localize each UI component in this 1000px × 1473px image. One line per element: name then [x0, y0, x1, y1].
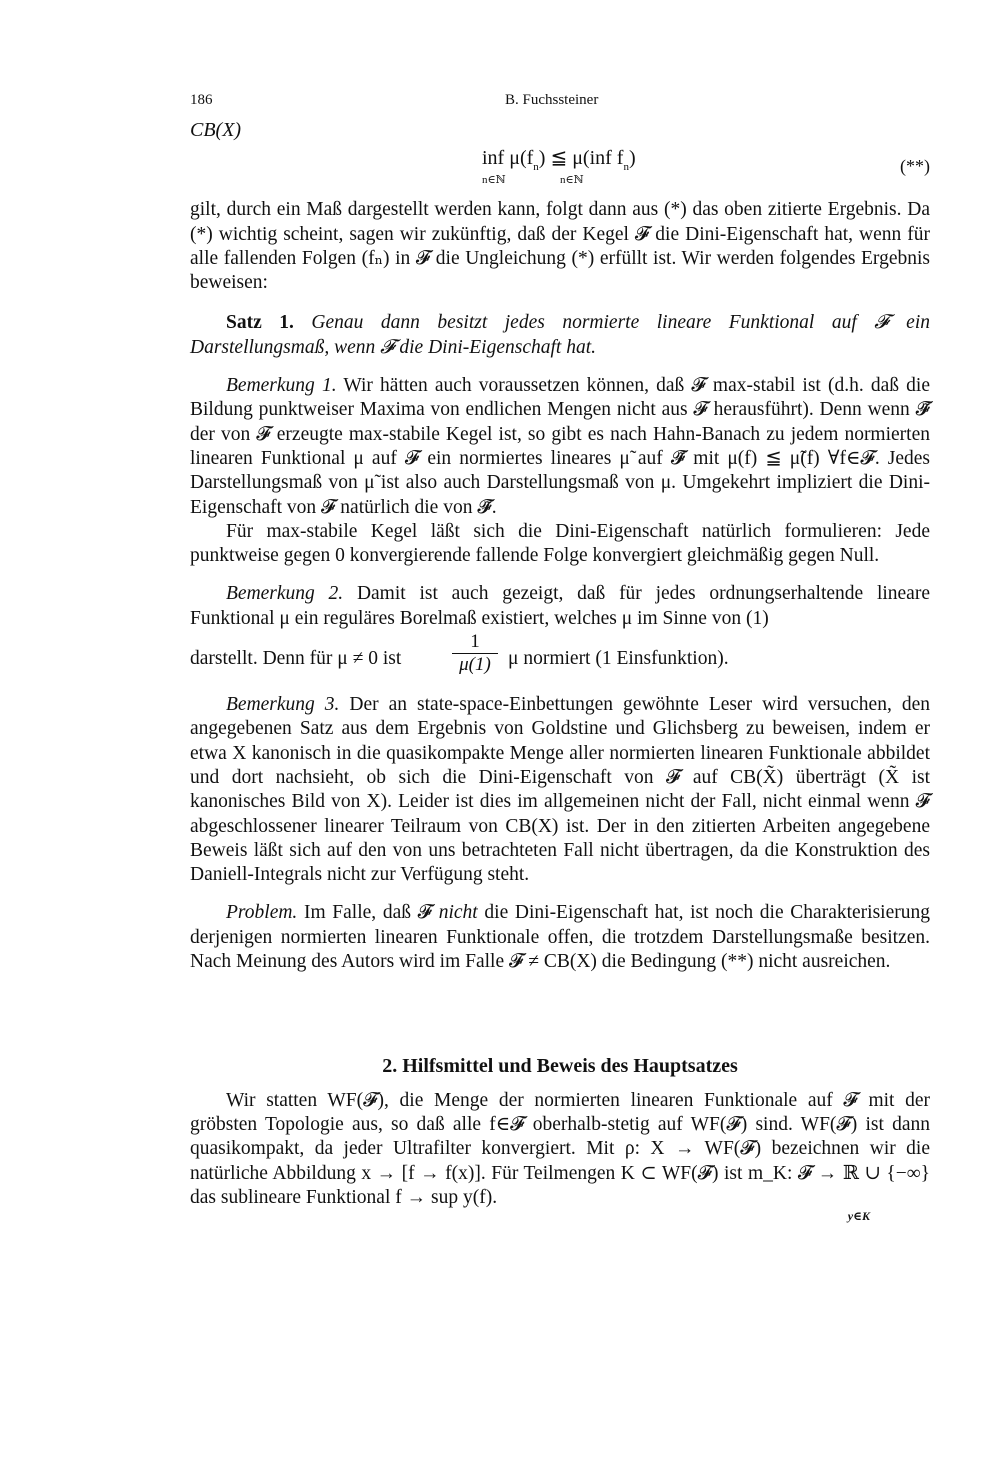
page-header: [190, 80, 930, 110]
intro-label: CB(X): [190, 119, 242, 141]
theorem-lead: Satz 1.: [226, 312, 294, 334]
remark-1: [190, 374, 930, 520]
remark-3-text: Der an state-space-Einbettungen gewöhnte Leser wird versuchen, den angegebenen Satz aus dem Ergebnis von Goldstine und Glichsberg zu beweisen, indem er etwa X kanonisch in die quasikompakte Menge aller normierten linearen Funktionale abbildet und dort nachsieht, ob sich die Dini-Eigenschaft von 𝓕 auf CB(X̃) überträgt (X̃ ist kanonisches Bild von X). Leider ist dies im allgemeinen nicht der Fall, nicht einmal wenn 𝓕 abgeschlossener linearer Teilraum von CB(X) ist. Der in den zitierten Arbeiten angegebene Beweis läßt sich auf den von uns betrachteten Fall nicht übertragen, da die Konstruktion des Daniell-Integrals nicht zur Verfügung steht.: [190, 694, 930, 886]
remark-3-lead: Bemerkung 3.: [226, 694, 340, 716]
fraction-numerator: 1: [452, 631, 498, 654]
section-2-heading: 2. Hilfsmittel und Beweis des Hauptsatzes: [382, 1055, 738, 1078]
theorem-text: Genau dann besitzt jedes normierte lineare Funktional auf 𝓕 ein Darstellungsmaß, wenn 𝓕 die Dini-Eigenschaft hat.: [190, 312, 930, 358]
problem-nicht: nicht: [438, 902, 478, 924]
remark-2: [190, 582, 930, 631]
problem-lead: Problem.: [226, 902, 298, 924]
remark-3: [190, 693, 930, 887]
fraction: [452, 631, 498, 676]
running-head: B. Fuchssteiner: [505, 92, 599, 108]
theorem-satz-1: [190, 311, 930, 360]
remark-2-text: Damit ist auch gezeigt, daß für jedes ordnungserhaltende lineare Funktional μ ein reguläres Borelmaß existiert, welches μ im Sinne von (1): [190, 583, 930, 629]
fraction-posttext: μ normiert (1 Einsfunktion).: [508, 648, 729, 670]
equation-formula: inf $\mu(f_n)$ ≦ μ(inf $f_n$) n∈ℕ n∈ℕ: [482, 146, 636, 179]
section-2-sup-index: y∈K: [847, 1209, 870, 1224]
page-number: 186: [190, 92, 213, 108]
equation-tag: (**): [900, 156, 930, 177]
remark-2-lead: Bemerkung 2.: [226, 583, 344, 605]
equation-index-left: n∈ℕ: [482, 174, 506, 187]
remark-2-fraction-line: [190, 631, 930, 687]
section-2-paragraph: Wir statten WF(𝓕), die Menge der normierten linearen Funktionale auf 𝓕 mit der gröbsten Topologie aus, so daß alle f∈𝓕 oberhalb-stetig auf WF(𝓕) sind. WF(𝓕) ist dann quasikompakt, da jeder Ultrafilter konvergiert. Mit ρ: X → WF(𝓕) bezeichnen wir die natürliche Abbildung x → [f → f(x)]. Für Teilmengen K ⊂ WF(𝓕) ist m_K: 𝓕 → ℝ ∪ {−∞} das sublineare Funktional f → sup y(f).: [190, 1089, 930, 1208]
problem-text-b: die Dini-Eigenschaft hat, ist noch die Charakterisierung derjenigen normierten linearen Funktionale offen, die trotzdem Darstellungsmaße besitzen. Nach Meinung des Autors wird im Falle 𝓕 ≠ CB(X) die Bedingung (**) nicht ausreichen.: [190, 902, 930, 973]
remark-1-lead: Bemerkung 1.: [226, 375, 337, 397]
equation-starstar: [190, 142, 930, 198]
fraction-denominator: μ(1): [459, 654, 491, 676]
problem-paragraph: [190, 901, 930, 974]
fraction-pretext: darstellt. Denn für μ ≠ 0 ist: [190, 648, 402, 670]
equation-index-right: n∈ℕ: [560, 174, 584, 187]
remark-1-text: Wir hätten auch voraussetzen können, daß 𝓕 max-stabil ist (d.h. daß die Bildung punktweiser Maxima von endlichen Mengen nicht aus 𝓕 herausführt). Denn wenn 𝓕̃ der von 𝓕 erzeugte max-stabile Kegel ist, so gibt es nach Hahn-Banach zu jedem normierten linearen Funktional μ auf 𝓕 ein normiertes lineares μ̃ auf 𝓕̃ mit μ(f) ≦ μ̃(f) ∀f∈𝓕. Jedes Darstellungsmaß von μ̃ ist also auch Darstellungsmaß von μ. Umgekehrt impliziert die Dini-Eigenschaft von 𝓕 natürlich die von 𝓕̃.: [190, 375, 930, 518]
paragraph-intro: gilt, durch ein Maß dargestellt werden kann, folgt dann aus (*) das oben zitierte Ergebnis. Da (*) wichtig scheint, sagen wir zukünftig, daß der Kegel 𝓕 die Dini-Eigenschaft hat, wenn für alle fallenden Folgen (fₙ) in 𝓕 die Ungleichung (*) erfüllt ist. Wir werden folgendes Ergebnis beweisen:: [190, 199, 930, 294]
paper-page: [190, 80, 930, 1222]
problem-text-a: Im Falle, daß 𝓕: [297, 902, 439, 924]
remark-1-followup: Für max-stabile Kegel läßt sich die Dini-Eigenschaft natürlich formulieren: Jede punktweise gegen 0 konvergierende fallende Folge konvergiert gleichmäßig gegen Null.: [190, 520, 930, 567]
